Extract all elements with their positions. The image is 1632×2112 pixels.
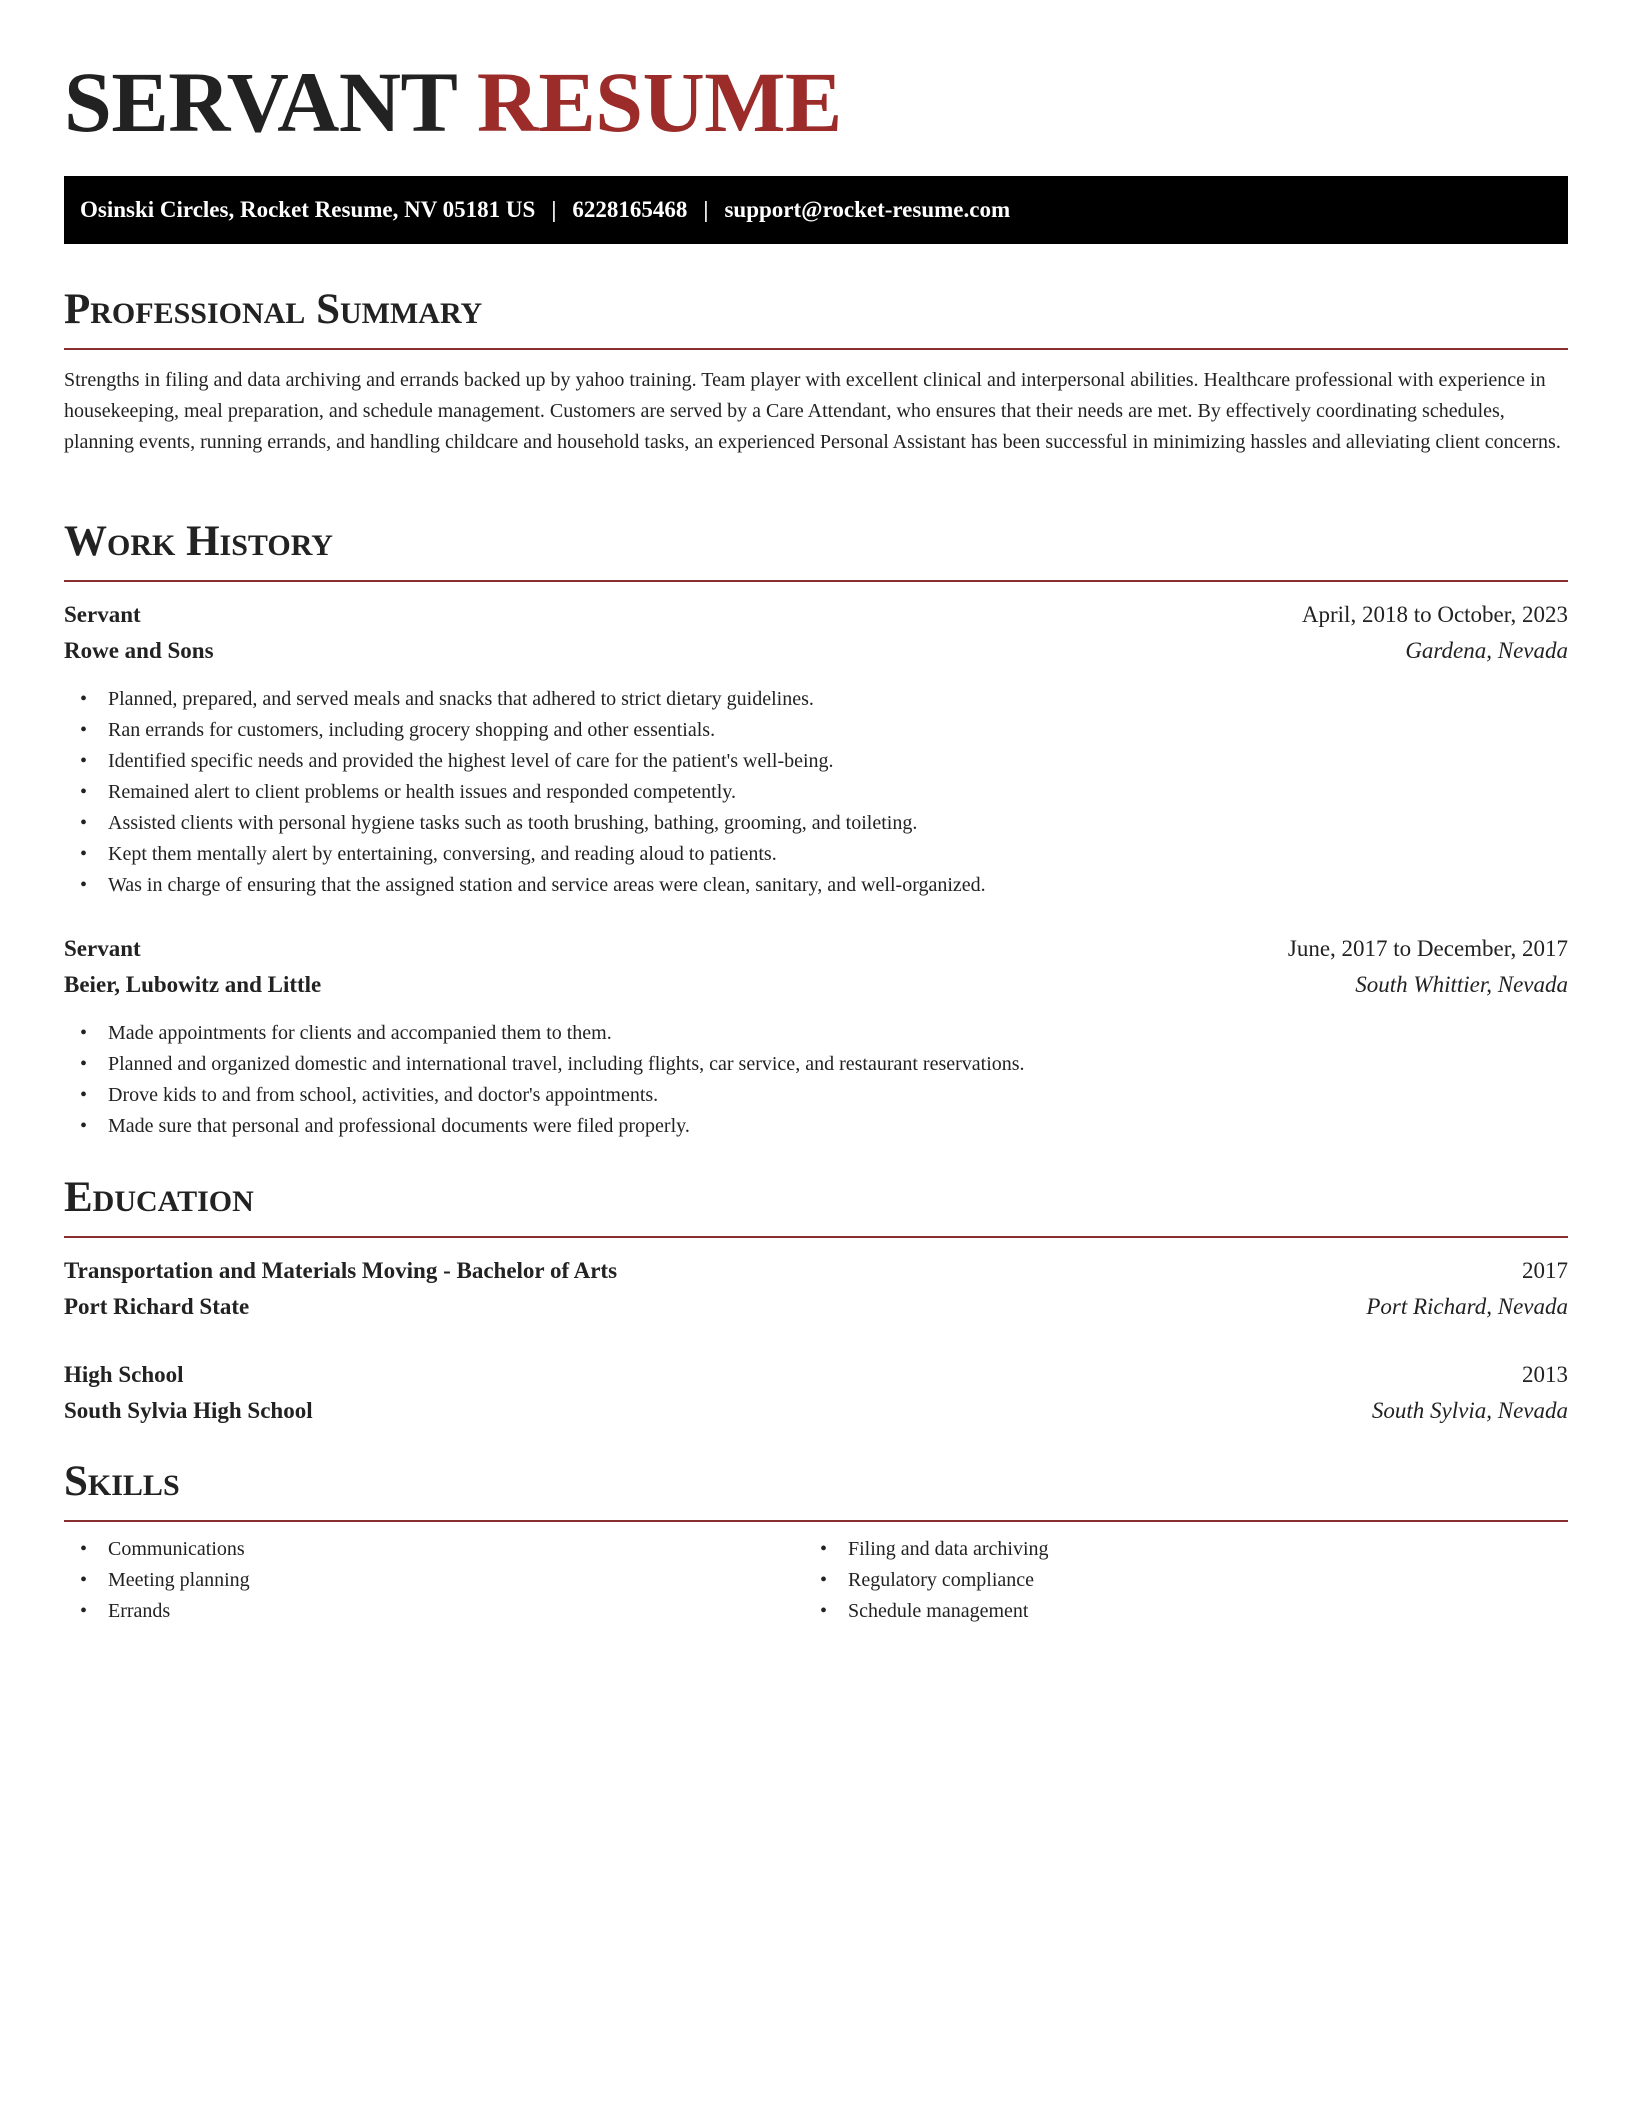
skill-item: • Errands	[64, 1596, 804, 1627]
education-school: Port Richard State	[64, 1294, 250, 1319]
list-item: • Kept them mentally alert by entertaining, conversing, and reading aloud to patients.	[64, 839, 1568, 870]
section-divider	[64, 580, 1568, 582]
list-item: • Drove kids to and from school, activities, and doctor's appointments.	[64, 1080, 1568, 1111]
name-first: SERVANT	[64, 54, 456, 150]
education-heading: Education	[64, 1174, 254, 1221]
job-title: Servant	[64, 936, 141, 961]
work-history-heading: Work History	[64, 518, 333, 565]
skills-list-right	[804, 1534, 1544, 1627]
education-school: South Sylvia High School	[64, 1398, 313, 1423]
education-degree: High School	[64, 1362, 184, 1387]
contact-address: Osinski Circles, Rocket Resume, NV 05181 US	[80, 197, 536, 222]
education-year: 2017	[1522, 1258, 1568, 1283]
section-divider	[64, 1520, 1568, 1522]
contact-separator: |	[551, 197, 557, 222]
list-item: • Assisted clients with personal hygiene tasks such as tooth brushing, bathing, grooming, and toileting.	[64, 808, 1568, 839]
list-item: • Was in charge of ensuring that the assigned station and service areas were clean, sanitary, and well-organized.	[64, 870, 1568, 901]
list-item: • Remained alert to client problems or health issues and responded competently.	[64, 777, 1568, 808]
list-item: • Identified specific needs and provided the highest level of care for the patient's well-being.	[64, 746, 1568, 777]
education-location: South Sylvia, Nevada	[1371, 1398, 1568, 1423]
section-divider	[64, 348, 1568, 350]
list-item: • Ran errands for customers, including grocery shopping and other essentials.	[64, 715, 1568, 746]
summary-heading: Professional Summary	[64, 286, 483, 333]
skill-item: • Regulatory compliance	[804, 1565, 1544, 1596]
job-title: Servant	[64, 602, 141, 627]
skill-item: • Communications	[64, 1534, 804, 1565]
education-school-row	[64, 1290, 1568, 1324]
summary-text: Strengths in filing and data archiving and errands backed up by yahoo training. Team player with excellent clinical and interpersonal abilities. Healthcare professional with experience in housekeeping, meal preparation, and schedule management. Customers are served by a Care Attendant, who ensures that their needs are met. By effectively coordinating schedules, planning events, running errands, and handling childcare and household tasks, an experienced Personal Assistant has been successful in minimizing hassles and alleviating client concerns.	[64, 369, 1561, 453]
education-location: Port Richard, Nevada	[1366, 1294, 1568, 1319]
contact-separator: |	[703, 197, 709, 222]
job-header-row	[64, 598, 1568, 632]
resume-name	[64, 52, 842, 152]
education-degree-row	[64, 1358, 1568, 1392]
section-divider	[64, 1236, 1568, 1238]
job-company-row	[64, 968, 1568, 1002]
contact-email: support@rocket-resume.com	[724, 197, 1011, 222]
education-degree: Transportation and Materials Moving - Bachelor of Arts	[64, 1258, 618, 1283]
job-duties-list	[64, 1018, 1568, 1142]
job-company: Beier, Lubowitz and Little	[64, 972, 322, 997]
skills-heading: Skills	[64, 1458, 180, 1505]
name-last: RESUME	[476, 54, 842, 150]
education-school-row	[64, 1394, 1568, 1428]
education-degree-row	[64, 1254, 1568, 1288]
contact-phone: 6228165468	[572, 197, 688, 222]
job-location: South Whittier, Nevada	[1355, 972, 1568, 997]
skill-item: • Schedule management	[804, 1596, 1544, 1627]
job-company-row	[64, 634, 1568, 668]
list-item: • Made sure that personal and professional documents were filed properly.	[64, 1111, 1568, 1142]
skills-list-left	[64, 1534, 804, 1627]
job-location: Gardena, Nevada	[1405, 638, 1568, 663]
list-item: • Planned and organized domestic and international travel, including flights, car service, and restaurant reservations.	[64, 1049, 1568, 1080]
job-dates: April, 2018 to October, 2023	[1301, 602, 1568, 627]
job-dates: June, 2017 to December, 2017	[1287, 936, 1568, 961]
skill-item: • Meeting planning	[64, 1565, 804, 1596]
contact-bar	[64, 176, 1568, 244]
list-item: • Made appointments for clients and accompanied them to them.	[64, 1018, 1568, 1049]
skill-item: • Filing and data archiving	[804, 1534, 1544, 1565]
job-company: Rowe and Sons	[64, 638, 214, 663]
list-item: • Planned, prepared, and served meals and snacks that adhered to strict dietary guidelines.	[64, 684, 1568, 715]
job-duties-list	[64, 684, 1568, 901]
job-header-row	[64, 932, 1568, 966]
education-year: 2013	[1522, 1362, 1568, 1387]
